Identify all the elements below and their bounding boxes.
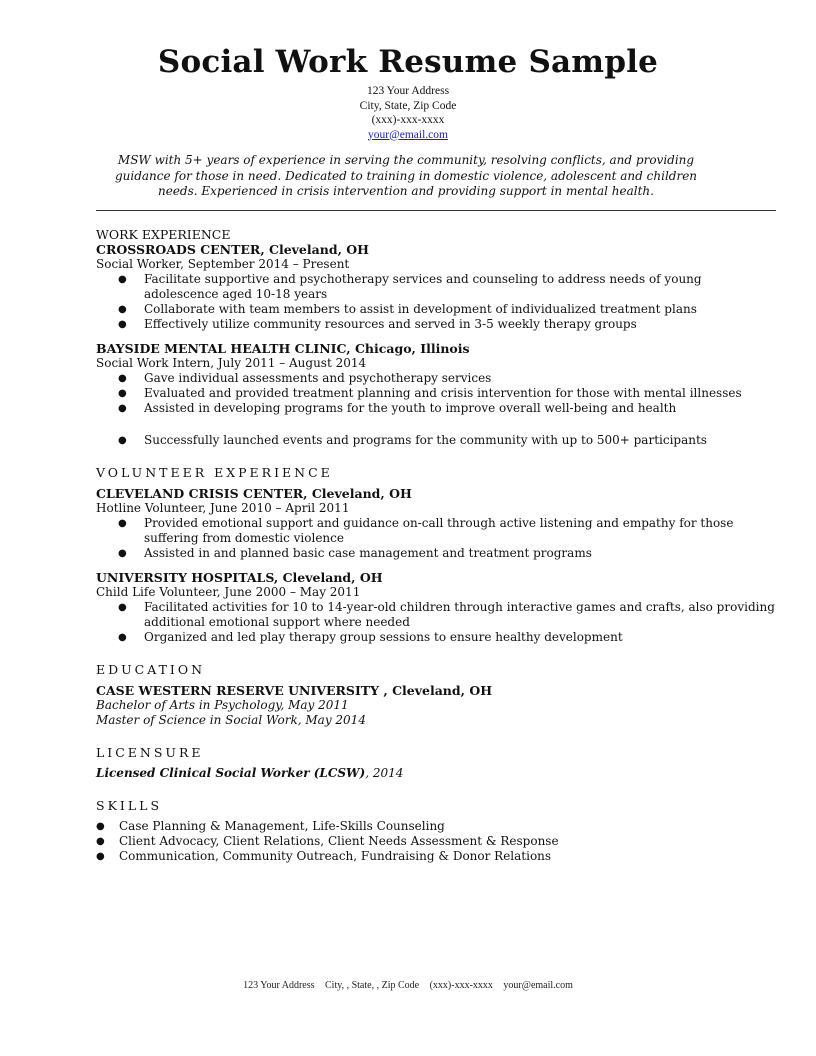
page-footer: [0, 980, 816, 991]
footer-city-state-zip: City, , State, , Zip Code: [325, 980, 420, 991]
job-bullet-list: [96, 371, 776, 448]
bullet-text: Gave individual assessments and psychotherapy services: [144, 371, 492, 385]
contact-block: [0, 84, 816, 142]
skill-item: [96, 819, 776, 834]
skill-text: Client Advocacy, Client Relations, Client Needs Assessment & Response: [119, 834, 559, 848]
bullet-icon: ●: [118, 632, 127, 643]
section-heading-education: EDUCATION: [96, 662, 206, 677]
skill-text: Communication, Community Outreach, Fundraising & Donor Relations: [119, 849, 552, 863]
degree: Master of Science in Social Work, May 2014: [96, 713, 366, 727]
bullet-text: Effectively utilize community resources and served in 3-5 weekly therapy groups: [144, 317, 637, 331]
bullet-text: Organized and led play therapy group sessions to ensure healthy development: [144, 630, 623, 644]
school-name: CASE WESTERN RESERVE UNIVERSITY , Cleveland, OH: [96, 683, 493, 698]
job-bullet: [96, 433, 776, 448]
job-bullet: [96, 317, 776, 332]
job-bullet: [96, 630, 776, 645]
job-role: Hotline Volunteer, June 2010 – April 2011: [96, 501, 350, 515]
page-title: Social Work Resume Sample: [157, 44, 659, 80]
section-heading-volunteer-experience: VOLUNTEER EXPERIENCE: [96, 465, 333, 480]
bullet-icon: ●: [118, 548, 127, 559]
bullet-icon: ●: [118, 403, 127, 414]
job-entry: [96, 242, 776, 332]
bullet-icon: ●: [118, 602, 127, 613]
license-name: Licensed Clinical Social Worker (LCSW): [96, 766, 366, 780]
job-bullet: [96, 401, 776, 416]
job-entry: [96, 570, 776, 645]
job-bullet: [96, 371, 776, 386]
contact-city-state-zip: City, State, Zip Code: [359, 99, 457, 112]
degree: Bachelor of Arts in Psychology, May 2011: [96, 698, 349, 712]
section-heading-licensure: LICENSURE: [96, 745, 204, 760]
contact-phone: (xxx)-xxx-xxxx: [371, 114, 445, 126]
job-bullet: [96, 546, 776, 561]
license-year: , 2014: [365, 766, 404, 780]
job-role: Social Work Intern, July 2011 – August 2014: [96, 356, 367, 370]
footer-address: 123 Your Address: [243, 980, 315, 991]
bullet-icon: ●: [96, 821, 105, 832]
job-bullet: [96, 516, 776, 546]
bullet-icon: ●: [118, 388, 127, 399]
skill-item: [96, 834, 776, 849]
header-divider: [96, 210, 776, 211]
bullet-text: Assisted in and planned basic case management and treatment programs: [144, 546, 592, 560]
resume-body: [96, 227, 776, 864]
bullet-text: Collaborate with team members to assist in development of individualized treatment plans: [144, 302, 697, 316]
job-bullet-list: [96, 272, 776, 332]
job-bullet-list: [96, 600, 776, 645]
job-bullet-list: [96, 516, 776, 561]
contact-email-link[interactable]: your@email.com: [368, 128, 448, 141]
job-bullet: [96, 272, 776, 302]
skill-text: Case Planning & Management, Life-Skills Counseling: [119, 819, 445, 833]
bullet-icon: ●: [118, 304, 127, 315]
job-bullet: [96, 600, 776, 630]
skills-list: [96, 819, 776, 864]
job-entry: [96, 486, 776, 561]
bullet-text: Facilitated activities for 10 to 14-year-old children through interactive games and crafts, also providing additional emotional support where needed: [144, 600, 775, 629]
skill-item: [96, 849, 776, 864]
bullet-text: Facilitate supportive and psychotherapy services and counseling to address needs of young adolescence aged 10-18 years: [144, 272, 702, 301]
job-organization: CLEVELAND CRISIS CENTER, Cleveland, OH: [96, 486, 412, 501]
bullet-text: Successfully launched events and programs for the community with up to 500+ participants: [144, 433, 707, 447]
section-heading-work-experience: WORK EXPERIENCE: [96, 227, 231, 242]
bullet-icon: ●: [118, 274, 127, 285]
bullet-text: Evaluated and provided treatment planning and crisis intervention for those with mental illnesses: [144, 386, 742, 400]
job-organization: CROSSROADS CENTER, Cleveland, OH: [96, 242, 369, 257]
job-organization: UNIVERSITY HOSPITALS, Cleveland, OH: [96, 570, 383, 585]
job-bullet: [96, 302, 776, 317]
bullet-text: Provided emotional support and guidance on-call through active listening and empathy for those suffering from domestic violence: [144, 516, 734, 545]
job-entry: [96, 341, 776, 448]
professional-summary: MSW with 5+ years of experience in serving the community, resolving conflicts, and providing guidance for those in need. Dedicated to training in domestic violence, adolescent and children needs. Experienced in crisis intervention and providing support in mental health.: [114, 153, 698, 198]
footer-email: your@email.com: [503, 980, 573, 991]
job-organization: BAYSIDE MENTAL HEALTH CLINIC, Chicago, Illinois: [96, 341, 470, 356]
contact-address: 123 Your Address: [366, 85, 450, 97]
section-heading-skills: SKILLS: [96, 798, 163, 813]
bullet-icon: ●: [96, 851, 105, 862]
footer-phone: (xxx)-xxx-xxxx: [429, 980, 493, 991]
job-role: Child Life Volunteer, June 2000 – May 2011: [96, 585, 361, 599]
bullet-icon: ●: [118, 518, 127, 529]
bullet-icon: ●: [96, 836, 105, 847]
job-bullet: [96, 386, 776, 401]
bullet-icon: ●: [118, 435, 127, 446]
bullet-icon: ●: [118, 373, 127, 384]
bullet-text: Assisted in developing programs for the youth to improve overall well-being and health: [144, 401, 677, 415]
license: [96, 766, 776, 781]
job-role: Social Worker, September 2014 – Present: [96, 257, 350, 271]
bullet-icon: ●: [118, 319, 127, 330]
